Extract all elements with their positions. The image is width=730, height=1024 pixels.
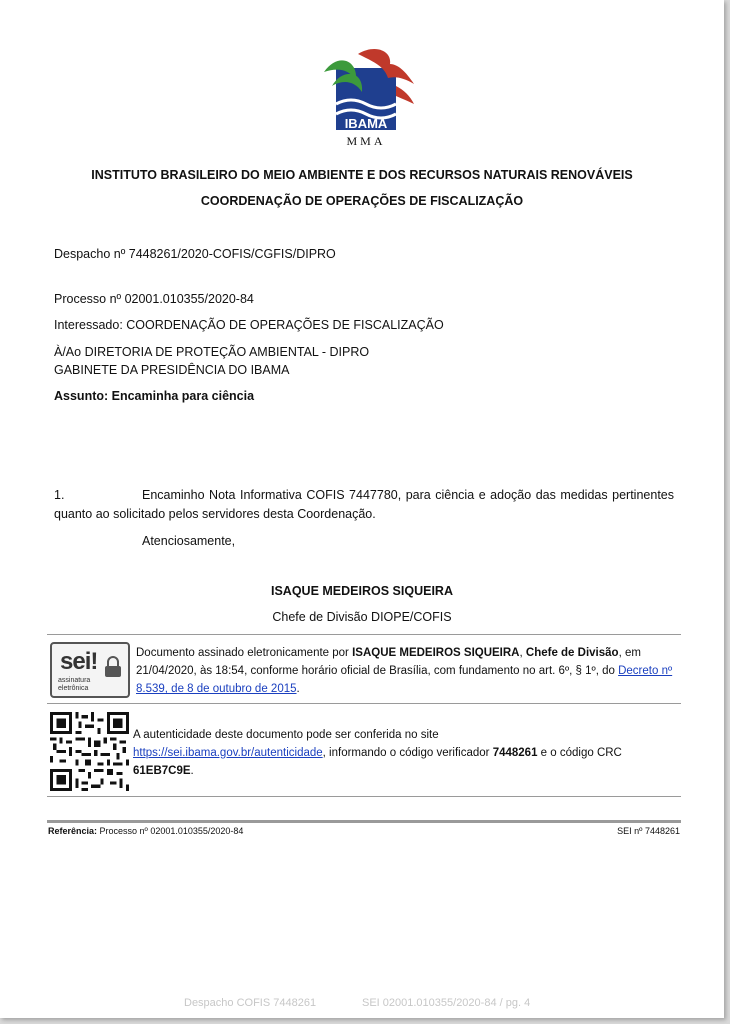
watermark-document: Despacho COFIS 7448261 [184,997,317,1009]
signer-role: Chefe de Divisão DIOPE/COFIS [272,610,452,624]
interessado: Interessado: COORDENAÇÃO DE OPERAÇÕES DE FISCALIZAÇÃO [54,318,444,332]
svg-text:IBAMA: IBAMA [344,116,388,131]
paragraph-text: Encaminho Nota Informativa COFIS 7447780, para ciência e adoção das medidas pertinentes quanto ao solicitado pelos servidores desta Coordenação. [54,488,674,521]
signature-role: Chefe de Divisão [525,647,619,659]
authenticity-url-link[interactable]: https://sei.ibama.gov.br/autenticidade [133,747,323,759]
authenticity-info: A autenticidade deste documento pode ser conferida no site https://sei.ibama.gov.br/autenticidade, informando o código verificador 7448261 e o código CRC 61EB7C9E. [133,729,622,777]
qr-code [50,712,129,791]
decree-link[interactable]: Decreto nº 8.539, de 8 de outubro de 2015 [136,665,673,695]
watermark-page: SEI 02001.010355/2020-84 / pg. 4 [362,997,531,1009]
signature-signer: ISAQUE MEDEIROS SIQUEIRA [352,647,520,659]
divider [47,703,681,704]
recipient-line-2: GABINETE DA PRESIDÊNCIA DO IBAMA [54,363,290,377]
svg-text:MMA: MMA [346,134,386,148]
crc-code: 61EB7C9E [133,765,191,777]
despacho-number: Despacho nº 7448261/2020-COFIS/CGFIS/DIPRO [54,247,336,261]
verification-code: 7448261 [492,747,538,759]
divider [47,796,681,797]
signer-name: ISAQUE MEDEIROS SIQUEIRA [271,584,453,598]
sei-signature-seal [50,642,130,698]
processo-number: Processo nº 02001.010355/2020-84 [54,292,254,306]
lock-icon [104,656,122,678]
footer-sei-number: SEI nº 7448261 [617,826,680,836]
seal-word: sei! [60,648,98,675]
seal-caption: assinatura eletrônica [58,677,91,692]
subject: Assunto: Encaminha para ciência [54,389,255,403]
department-name: COORDENAÇÃO DE OPERAÇÕES DE FISCALIZAÇÃO [200,194,524,208]
institute-name: INSTITUTO BRASILEIRO DO MEIO AMBIENTE E DOS RECURSOS NATURAIS RENOVÁVEIS [91,168,633,182]
ibama-logo [318,46,418,150]
body-paragraph [54,486,674,524]
signature-info: Documento assinado eletronicamente por ISAQUE MEDEIROS SIQUEIRA, Chefe de Divisão, em 21/04/2020, às 18:54, conforme horário oficial de Brasília, com fundamento no art. 6º, § 1º, do Decreto nº 8.539, de 8 de outubro de 2015. [136,647,673,695]
divider [47,634,681,635]
footer-reference: Referência: Processo nº 02001.010355/2020-84 [48,826,244,836]
closing: Atenciosamente, [142,534,236,548]
recipient-line-1: À/Ao DIRETORIA DE PROTEÇÃO AMBIENTAL - DIPRO [54,345,370,359]
paragraph-number: 1. [54,488,65,502]
footer-divider [47,820,681,823]
